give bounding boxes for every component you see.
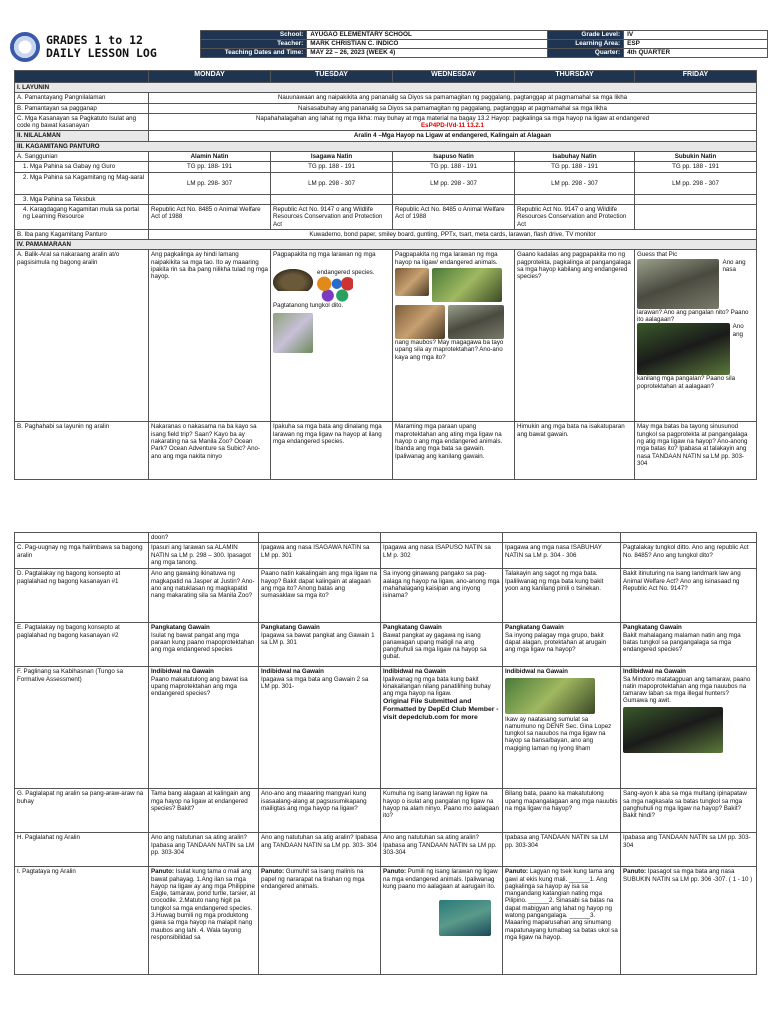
section-layunin: I. LAYUNIN — [15, 83, 757, 93]
cell: Talakayin ang sagot ng mga bata. Ipaliliwanag ng mga bata kung bakit yoon ang kanilang pinili o tsinekan. — [503, 569, 621, 623]
activity-heading: Indibidwal na Gawain — [261, 668, 324, 676]
lesson-table-page1 — [14, 70, 757, 480]
subheading: Isabuhay Natin — [515, 152, 635, 162]
cell — [259, 667, 381, 789]
boar-image — [448, 305, 504, 339]
school-value: AYUGAO ELEMENTARY SCHOOL — [307, 31, 548, 40]
tamaraw-image — [395, 305, 445, 339]
row-label: E. Pagtalakay ng bagong konsepto at paglalahad ng bagong kasanayan #2 — [15, 623, 149, 667]
teacher-value: MARK CHRISTIAN C. INDICO — [307, 40, 548, 49]
cell: Republic Act No. 8485 o Animal Welfare Act of 1988 — [149, 204, 271, 229]
row-label: C. Pag-uugnay ng mga halimbawa sa bagong aralin — [15, 543, 149, 569]
cell: Sang-ayon k aba sa mga multang ipinapataw sa mga nagkasala sa batas tungkol sa mga panghuhuli ng mga ligaw na hayop? Bakit? Bakit hindi? — [621, 789, 757, 833]
cell-text: Guess that Pic — [637, 251, 678, 259]
cell-text: larawan? Ano ang pangalan nito? Paano ito aalagaan? — [637, 308, 749, 324]
cell: Himukin ang mga bata na isakatuparan ang bawat gawain. — [515, 422, 635, 480]
cell-text: Paano makatutulong ang bawat isa upang maprotektahan ang mga endangered species? — [151, 675, 248, 698]
instruction-label: Panuto: — [505, 868, 529, 876]
cell-text: Ipaliwanag ng mga bata kung bakit kinakailangan nilang panatilihing buhay ang mga hayop na ligaw. — [383, 675, 491, 698]
cell: Bilang bata, paano ka makatutulong upang mapangalagaan ang mga nauubis na mga ligaw na hayop? — [503, 789, 621, 833]
teacher-label: Teacher: — [201, 40, 307, 49]
activity-heading: Indibidwal na Gawain — [151, 668, 214, 676]
cell-text: Isulat kung tama o mali ang bawat pahayag. 1.Ang ilan sa mga hayop na ligaw ay ang mga Philippine Eagle, tamaraw, pond turtle, tarsier, at crocodile. 2.Matuto nang higit pa tungkol sa mga endangered species. 3.Huwag bumili ng mga produktong gawa sa mga hayop na malapit nang maubos ang lahi. 4. Wala tayong responsibilidad sa — [151, 868, 256, 941]
row-text — [149, 113, 757, 131]
cell: Paano natin kakalingain ang mga ligaw na hayop? Bakit dapat kalingain at alagaan ang mga ito? Anong batas ang sumasaklaw sa mga ito? — [259, 569, 381, 623]
eagle-image — [432, 268, 502, 302]
dates-label: Teaching Dates and Time: — [201, 49, 307, 58]
row-label: A. Sanggunian — [15, 152, 149, 162]
cell-text: Isulat ng bawat pangat ang mga paraan kung paano mapoprotektahan ang mga endangered species — [151, 631, 255, 654]
cell-text: Ipagawa sa bawat pangkat ang Gawain 1 sa LM p. 301 — [261, 631, 375, 646]
cell — [271, 250, 393, 422]
cell-text: Bakit mahalagang malaman natin ang mga batas tungkol sa pangangalaga sa mga endangered species? — [623, 631, 741, 654]
row-label: C. Mga Kasanayan sa Pagkatuto Isulat ang code ng bawat kasanayan — [15, 113, 149, 131]
row-text: Naisasabuhay ang pananalig sa Diyos sa pamamagitan ng paggalang, pagtanggap at pagmamahal sa mga likha — [149, 103, 757, 113]
cell-text: nang maubos? May magagawa ba tayo upang sila ay maprotektahan? Ano-ano kaya ang mga ito? — [395, 339, 504, 361]
cell: Ano-ano ang maaaring mangyari kung isasaalang-alang at pagsusumikapang mailigtas ang mga hayop na ligaw? — [259, 789, 381, 833]
quarter-value: 4th QUARTER — [624, 49, 768, 58]
grade-value: IV — [624, 31, 768, 40]
source-note: Original File Submitted and Formatted by DepEd Club Member - visit depedclub.com for more — [383, 698, 499, 722]
cell: LM pp. 298 - 307 — [515, 172, 635, 194]
deped-seal-icon — [10, 32, 40, 62]
activity-heading: Indibidwal na Gawain — [623, 668, 686, 676]
cell-text: kanilang mga pangalan? Paano sila poprotektahan at aalagaan? — [637, 375, 736, 390]
cell-text: Lagyan ng tsek kung tama ang gawi at ekis kung mali. ______1. Ang pagkalinga sa hayop ay isa sa mangandang katangian nating mga Pilipino. ______2. Sinasabi sa batas na dapat mabigyan ang lahat ng hayop ng watong pangangalaga. ______3. Maaaring maparusahan ang sinumang mapatunayang lumabag sa batas ukol sa mga ligaw na hayop. — [505, 868, 618, 941]
bird-image — [505, 678, 595, 714]
cell — [259, 867, 381, 975]
cell: Republic Act No. 9147 o ang Wildlife Resources Conservation and Protection Act — [271, 204, 393, 229]
row-label: I. Pagtataya ng Aralin — [15, 867, 149, 975]
cell-text: endangered species. — [317, 268, 375, 276]
butterflies-image — [317, 276, 353, 302]
monkey-image — [395, 268, 429, 296]
tamaraw-image — [637, 323, 730, 375]
cell — [149, 667, 259, 789]
cell: Tama bang alagaan at kalingain ang mga hayop na ligaw at endangered species? Bakit? — [149, 789, 259, 833]
activity-heading: Indibidwal na Gawain — [505, 668, 568, 676]
subheading: Isagawa Natin — [271, 152, 393, 162]
day-friday: FRIDAY — [635, 71, 757, 83]
cell — [503, 867, 621, 975]
school-label: School: — [201, 31, 307, 40]
dates-value: MAY 22 – 26, 2023 (WEEK 4) — [307, 49, 548, 58]
grade-label: Grade Level: — [547, 31, 623, 40]
row-text: Nauunawaan ang naipakikita ang pananalig sa Diyos sa pamamagitan ng paggalang, pagtanggap at pagmamahal sa mga likha — [149, 93, 757, 103]
cell — [149, 623, 259, 667]
cell — [393, 250, 515, 422]
cell: May mga batas ba tayong sinusunod tungkol sa pagprotekta at pangangalaga ng atig mga ligaw na hayop? Ano-anong mga batas ito? Ipabasa at talakayin ang nasa TANDAAN NATIN sa LM pp. 303-304 — [635, 422, 757, 480]
cell: Pagtalakay tungkol ditto. Ano ang republic Act No. 8485? Ano ang tungkol dito? — [621, 543, 757, 569]
day-thursday: THURSDAY — [515, 71, 635, 83]
activity-heading: Pangkatang Gawain — [623, 624, 682, 632]
cell: TG pp. 188 - 191 — [271, 162, 393, 172]
cell: doon? — [149, 533, 259, 543]
cell: Ang pagkalinga ay hindi lamang naipakikita sa mga tao. Ito ay maaaring ipakita rin sa iba pang nilikha tulad ng mga hayop. — [149, 250, 271, 422]
quarter-label: Quarter: — [547, 49, 623, 58]
row-label: B. Iba pang Kagamitang Panturo — [15, 229, 149, 239]
subheading: Alamin Natin — [149, 152, 271, 162]
cell-text: Ipagawa sa mga bata ang Gawain 2 sa LM pp. 301- — [261, 675, 369, 690]
activity-heading: Pangkatang Gawain — [383, 624, 442, 632]
page-title — [46, 34, 157, 60]
row-label: A. Balik-Aral sa nakaraang aralin at/o pagsisimula ng bagong aralin — [15, 250, 149, 422]
subheading: Isapuso Natin — [393, 152, 515, 162]
row-label: H. Paglalahat ng Aralin — [15, 833, 149, 867]
cell: Kumuha ng isang larawan ng ligaw na hayop o isulat ang pangalan ng ligaw na hayop na alam ninyo. Paano mo aalagaan ito? — [381, 789, 503, 833]
competency-code: EsP4PD-IVd-11 13.2.1 — [421, 122, 484, 130]
cell: Republic Act No. 9147 o ang Wildlife Resources Conservation and Protection Act — [515, 204, 635, 229]
row-label: D. Pagtalakay ng bagong konsepto at paglalahad ng bagong kasanayan #1 — [15, 569, 149, 623]
cell: Sa inyong ginawang pangako sa pag-aalaga ng hayop na ligaw, ano-anong mga mahahalagang kaisipan ang inyong isinama? — [381, 569, 503, 623]
row-label: 2. Mga Pahina sa Kagamitang ng Mag-aaral — [15, 172, 149, 194]
cell — [381, 623, 503, 667]
cell: TG pp. 188 - 191 — [393, 162, 515, 172]
cell: TG pp. 188 - 191 — [515, 162, 635, 172]
header-info-table — [200, 30, 768, 58]
cell: Maraming mga paraan upang maprotektahan ang ating mga ligaw na hayop o ang mga endangered animals. Ibanda ang mga bata sa gawain. Ipaliwanag ang kanilang gawain. — [393, 422, 515, 480]
cell: Ipagawa ang nasa ISAGAWA NATIN sa LM pp. 301 — [259, 543, 381, 569]
cell — [503, 623, 621, 667]
area-label: Learning Area: — [547, 40, 623, 49]
activity-heading: Pangkatang Gawain — [151, 624, 210, 632]
day-tuesday: TUESDAY — [271, 71, 393, 83]
competency-text: Napahahalagahan ang lahat ng mga likha: may buhay at mga material na bagay 13.2 Hayop: pagkalinga sa mga hayop na ligaw at endangered — [255, 114, 650, 122]
warty-pig-image — [637, 259, 719, 309]
cell: Ano ang natutunan sa ating aralin? Ipabasa ang TANDAAN NATIN sa LM pp. 303-304 — [149, 833, 259, 867]
cell: Ipagawa ang mga nasa ISABUHAY NATIN sa LM p. 304 - 306 — [503, 543, 621, 569]
cell-text: Pumili ng isang larawan ng ligaw na mga endangered animals. Ipaliwanag kung paano mo aalagaan at aarugain ito. — [383, 868, 498, 890]
cell: Ipabasa ang TANDAAN NATIN sa LM pp. 303-304 — [621, 833, 757, 867]
row-text: Kuwaderno, bond paper, smiley board, gunting, PPTx, tsart, meta cards, larawan, flash drive, TV monitor — [149, 229, 757, 239]
cell: LM pp. 298 - 307 — [635, 172, 757, 194]
cell: Bakit itinuturing na isang landmark law ang Animal Welfare Act? Ano ang isinasaad ng Republic Act No. 9147? — [621, 569, 757, 623]
cell: Ipagawa ang nasa ISAPUSO NATIN sa LM p. 302 — [381, 543, 503, 569]
nilalaman-text: Aralin 4 –Mga Hayop na Ligaw at endangered, Kalingain at Alagaan — [149, 131, 757, 141]
cell: Ipabasa ang TANDAAN NATIN sa LM pp. 303-304 — [503, 833, 621, 867]
cell-text: Ipasagot sa mga bata ang nasa SUBUKIN NATIN sa LM pp. 306 -307. ( 1 - 10 ) — [623, 868, 753, 883]
cell-text: Ano ang — [732, 323, 744, 338]
cell: Ano ang gawaing ikinatuwa ng magkapatid na Jasper at Justin? Ano-ano ang natuklasan ng magkapatid nang makarating sila sa Manila Zoo? — [149, 569, 259, 623]
cell: Ano ang natutuhan sa atig aralin? Ipabasa ang TANDAAN NATIN sa LM pp. 303- 304 — [259, 833, 381, 867]
activity-heading: Indibidwal na Gawain — [383, 668, 446, 676]
tamaraw-image — [623, 707, 723, 753]
row-label: 1. Mga Pahina sa Gabay ng Guro — [15, 162, 149, 172]
day-monday: MONDAY — [149, 71, 271, 83]
cell — [381, 867, 503, 975]
subheading: Subukin Natin — [635, 152, 757, 162]
cell: Gaano kadalas ang pagpapakita mo ng pagprotekta, pagkalinga at pangangalaga sa mga hayop kabilang ang endangered species? — [515, 250, 635, 422]
instruction-label: Panuto: — [151, 868, 175, 876]
row-label: B. Pamantayan sa pagganap — [15, 103, 149, 113]
cell-text: Pagpapakita ng mga larawan ng mga hayop na ligaw/ endangered animals. — [395, 251, 498, 266]
cell-text: Ano ang nasa — [722, 258, 746, 274]
day-wednesday: WEDNESDAY — [393, 71, 515, 83]
title-line-1: GRADES 1 to 12 — [46, 33, 143, 47]
row-label: 3. Mga Pahina sa Teksbuk — [15, 194, 149, 204]
cell: TG pp. 188- 191 — [149, 162, 271, 172]
cell-text: Ikaw ay naatasang sumulat sa namumuno ng DENR Sec. Gina Lopez tungkol sa nauubos na mga ligaw na hayop sa bansa/bayan, ano ang magiging laman ng iyong liham — [505, 715, 612, 752]
cell: LM pp. 298 - 307 — [271, 172, 393, 194]
row-label: 4. Karagdagang Kagamitan mula sa portal ng Learning Resource — [15, 204, 149, 229]
sea-turtle-image — [439, 900, 491, 936]
instruction-label: Panuto: — [261, 868, 285, 876]
cell — [635, 204, 757, 229]
title-line-2: DAILY LESSON LOG — [46, 46, 157, 60]
cell-text: Pagpapakita ng mga larawan ng mga — [273, 251, 376, 259]
cell-text: Bawat pangkat ay gagawa ng isang panawagan upang matigil na ang panghuhuli sa mga ligaw na hayop sa gubat. — [383, 631, 487, 661]
lesson-table-page2 — [14, 532, 757, 975]
corner-cell — [15, 71, 149, 83]
section-kagamitan: III. KAGAMITANG PANTURO — [15, 141, 757, 151]
cell — [621, 867, 757, 975]
turtle-image — [273, 269, 313, 291]
cell: Ipakuha sa mga bata ang dinalang mga larawan ng mga ligaw na hayop at ilang mga endangered species. — [271, 422, 393, 480]
cell-text: Sa inyong palagay mga grupo, bakit dapat alagan, protektahan at arugain ang mga ligaw na hayop? — [505, 631, 607, 654]
row-label: F. Paglinang sa Kabihasnan (Tungo sa Formative Assessment) — [15, 667, 149, 789]
cell-text: Sa Mindoro matatagpuan ang tamaraw, paano natin mapoprotektahan ang mga nauubos na tamaraw laban sa mga illegal hunters? Gumawa ng awit. — [623, 675, 751, 705]
cell — [259, 623, 381, 667]
cell: TG pp. 188 - 191 — [635, 162, 757, 172]
area-value: ESP — [624, 40, 768, 49]
row-label: G. Paglalapat ng aralin sa pang-araw-araw na buhay — [15, 789, 149, 833]
cell: Ano ang natutuhan sa ating aralin? Ipabasa ang TANDAAN NATIN sa LM pp. 303-304 — [381, 833, 503, 867]
day-header-row — [15, 71, 757, 83]
cell — [635, 250, 757, 422]
cell: Ipasuri ang larawan sa ALAMIN NATIN sa LM p. 298 – 300. Ipasagot ang mga tanong. — [149, 543, 259, 569]
flower-image — [273, 313, 313, 353]
instruction-label: Panuto: — [623, 868, 647, 876]
cell — [621, 667, 757, 789]
cell — [149, 867, 259, 975]
cell: Nakaranas o nakasama na ba kayo sa isang field trip? Saan? Kayo ba ay nakarating na sa Manila Zoo? Ocean Park? Ocean Adventure sa Subic? Ano-ano ang mga nakita ninyo — [149, 422, 271, 480]
cell: LM pp. 298- 307 — [149, 172, 271, 194]
activity-heading: Pangkatang Gawain — [505, 624, 564, 632]
row-label: A. Pamantayang Pangnilalaman — [15, 93, 149, 103]
cell: Republic Act No. 8485 o Animal Welfare Act of 1988 — [393, 204, 515, 229]
cell — [621, 623, 757, 667]
row-label: B. Paghahabi sa layunin ng aralin — [15, 422, 149, 480]
cell: LM pp. 298 - 307 — [393, 172, 515, 194]
activity-heading: Pangkatang Gawain — [261, 624, 320, 632]
section-nilalaman: II. NILALAMAN — [15, 131, 149, 141]
cell — [381, 667, 503, 789]
instruction-label: Panuto: — [383, 868, 407, 876]
section-pamamaraan: IV. PAMAMARAAN — [15, 240, 757, 250]
cell — [503, 667, 621, 789]
cell-text: Gumuhit sa isang malinis na papel ng nararapat na tirahan ng mga endangered animals. — [261, 868, 365, 890]
cell-text: Pagtatanong tungkol dito. — [273, 302, 344, 310]
